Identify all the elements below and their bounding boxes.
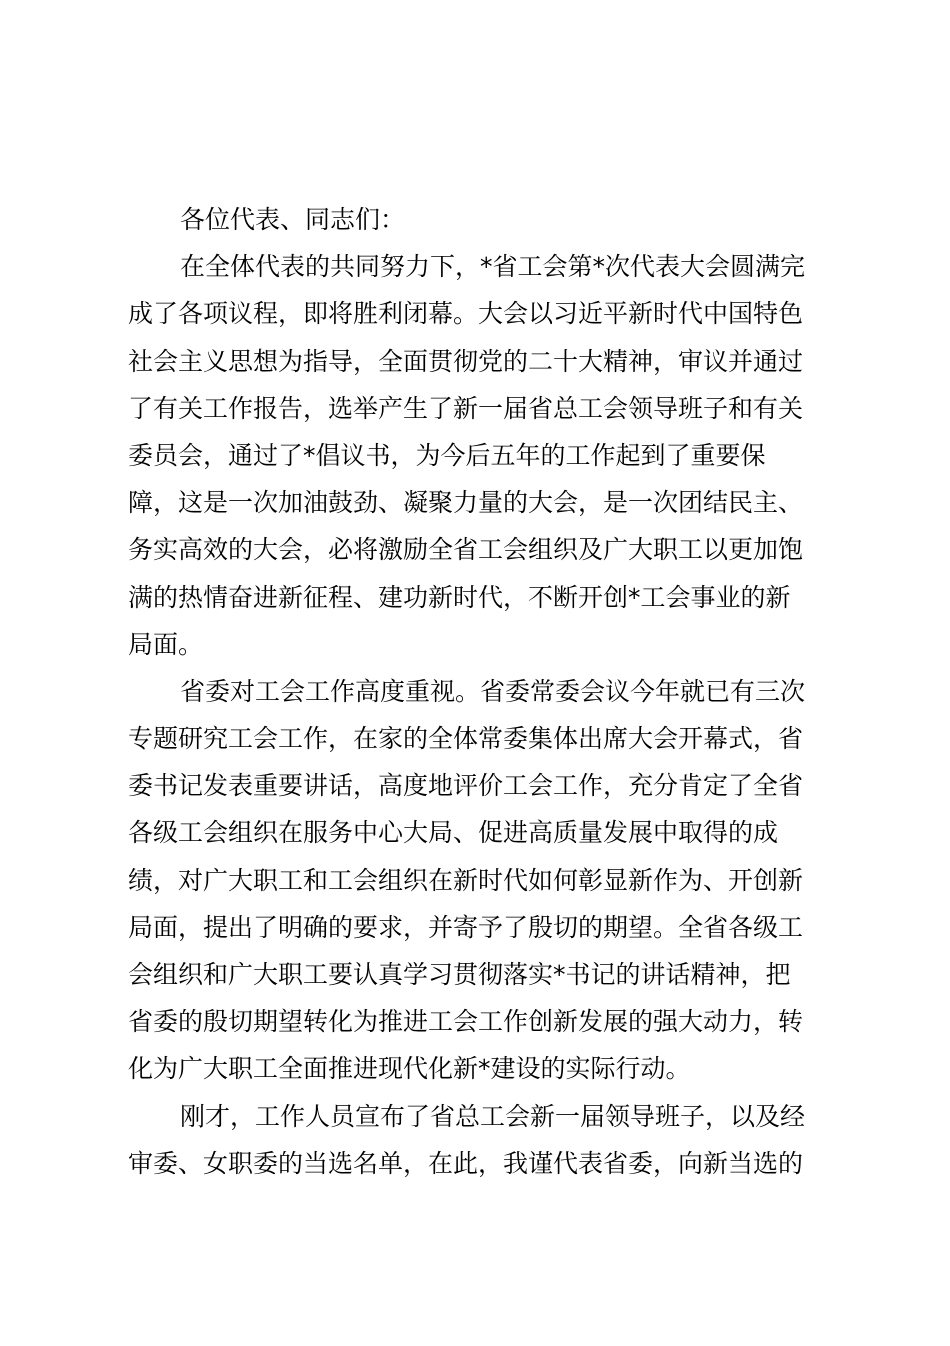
salutation: 各位代表、同志们： <box>180 205 406 234</box>
paragraph-line: 在全体代表的共同努力下，*省工会第*次代表大会圆满完 <box>180 252 806 282</box>
paragraph-line: 了有关工作报告，选举产生了新一届省总工会领导班子和有关 <box>128 393 804 423</box>
paragraph-line: 审委、女职委的当选名单，在此，我谨代表省委，向新当选的 <box>128 1148 804 1178</box>
paragraph-line: 化为广大职工全面推进现代化新*建设的实际行动。 <box>128 1054 691 1084</box>
document-body <box>128 196 828 1187</box>
paragraph-line: 局面，提出了明确的要求，并寄予了殷切的期望。全省各级工 <box>128 912 804 942</box>
paragraph-line: 社会主义思想为指导，全面贯彻党的二十大精神，审议并通过 <box>128 346 804 376</box>
paragraph-2 <box>128 668 828 1093</box>
paragraph-line: 刚才，工作人员宣布了省总工会新一届领导班子，以及经 <box>180 1101 806 1131</box>
paragraph-line: 成了各项议程，即将胜利闭幕。大会以习近平新时代中国特色 <box>128 299 804 329</box>
paragraph-line: 会组织和广大职工要认真学习贯彻落实*书记的讲话精神，把 <box>128 960 791 989</box>
paragraph-3 <box>128 1093 828 1187</box>
paragraph-line: 绩，对广大职工和工会组织在新时代如何彰显新作为、开创新 <box>128 865 804 895</box>
paragraph-line: 专题研究工会工作，在家的全体常委集体出席大会开幕式，省 <box>128 724 804 754</box>
paragraph-line: 务实高效的大会，必将激励全省工会组织及广大职工以更加饱 <box>128 535 804 565</box>
paragraph-line: 满的热情奋进新征程、建功新时代，不断开创*工会事业的新 <box>128 582 791 612</box>
paragraph-line: 障，这是一次加油鼓劲、凝聚力量的大会，是一次团结民主、 <box>128 488 804 518</box>
paragraph-1 <box>128 243 828 668</box>
paragraph-line: 省委对工会工作高度重视。省委常委会议今年就已有三次 <box>180 676 806 706</box>
paragraph-line: 委书记发表重要讲话，高度地评价工会工作，充分肯定了全省 <box>128 771 804 801</box>
paragraph-line: 委员会，通过了*倡议书，为今后五年的工作起到了重要保 <box>128 440 766 470</box>
paragraph-line: 省委的殷切期望转化为推进工会工作创新发展的强大动力，转 <box>128 1007 804 1037</box>
paragraph-line: 各级工会组织在服务中心大局、促进高质量发展中取得的成 <box>128 818 779 848</box>
paragraph-line: 局面。 <box>128 629 204 659</box>
